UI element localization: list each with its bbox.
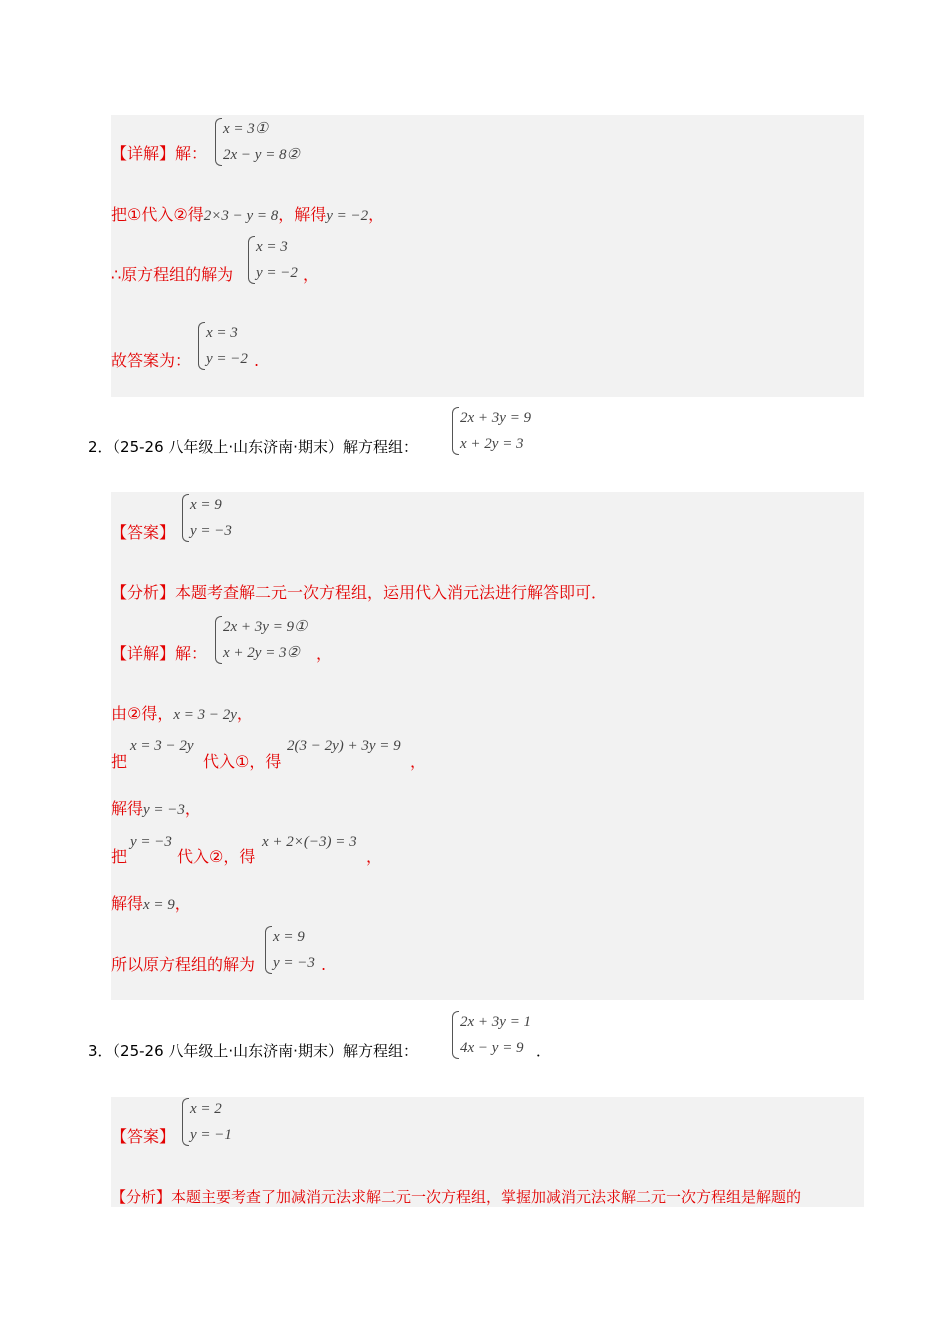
q2-detail-system (215, 614, 308, 666)
q2-step-5: 解得x = 9， (111, 894, 191, 913)
q1-answer-line-2: y = −2 (206, 351, 248, 367)
q2-final-text: 所以原方程组的解为 (111, 955, 256, 974)
q1-solution-system (248, 234, 298, 286)
q2-final-line-1: x = 9 (273, 929, 305, 945)
q2-answer-label: 【答案】 (111, 523, 176, 542)
q2-step-2-eq-1: x = 3 − 2y (130, 738, 194, 754)
q3-number: 3． (88, 1042, 113, 1060)
q2-answer-line-2: y = −3 (190, 523, 232, 539)
q2-solution-box (111, 492, 864, 1000)
q1-solution-end: ， (303, 265, 320, 284)
q2-system-line-1: 2x + 3y = 9 (460, 410, 532, 426)
q2-final-end: . (321, 955, 327, 974)
q1-solution-text: ∴原方程组的解为 (111, 265, 234, 284)
q2-detail-label: 【详解】解： (111, 644, 208, 663)
q2-final-line-2: y = −3 (273, 955, 315, 971)
q3-answer-system (182, 1096, 232, 1148)
q1-answer-text: 故答案为： (111, 351, 192, 370)
q2-step-2: 把 (111, 752, 128, 771)
q3-answer-label: 【答案】 (111, 1127, 176, 1146)
q2-analysis: 【分析】本题考查解二元一次方程组，运用代入消元法进行解答即可． (111, 583, 608, 602)
q3-source: （25-26 八年级上·山东济南·期末）解方程组： (112, 1042, 418, 1060)
q2-step-4-eq-2: x + 2×(−3) = 3 (262, 834, 357, 850)
q3-system-end: ． (536, 1042, 552, 1060)
q3-analysis: 【分析】本题主要考查了加减消元法求解二元一次方程组，掌握加减消元法求解二元一次方程组是解题的 (111, 1188, 802, 1206)
q2-source: （25-26 八年级上·山东济南·期末）解方程组： (112, 438, 418, 456)
q2-answer-line-1: x = 9 (190, 497, 222, 513)
q1-equation-system (215, 116, 300, 168)
q2-step-4-text: 代入②，得 (177, 847, 256, 866)
q2-step-4: 把 (111, 847, 128, 866)
q3-answer-line-1: x = 2 (190, 1101, 222, 1117)
q3-equation-system (452, 1009, 531, 1061)
q2-system-line-2: x + 2y = 3 (460, 436, 524, 452)
q1-answer-end: . (254, 351, 260, 370)
q2-final-system (265, 924, 315, 976)
q2-step-3: 解得y = −3， (111, 799, 201, 818)
q2-step-2-text: 代入①，得 (203, 752, 282, 771)
q2-step-2-end: ， (410, 752, 427, 771)
q2-answer-system (182, 492, 232, 544)
q1-detail-label: 【详解】解： (111, 144, 208, 163)
q2-step-4-end: ， (366, 847, 383, 866)
q1-answer-line-1: x = 3 (206, 325, 238, 341)
q2-number: 2． (88, 438, 113, 456)
q3-question (88, 1041, 418, 1061)
q2-step-2-eq-2: 2(3 − 2y) + 3y = 9 (287, 738, 401, 754)
q1-system-line-2: 2x − y = 8② (223, 147, 301, 163)
q2-question (88, 437, 418, 457)
q3-system-line-2: 4x − y = 9 (460, 1040, 524, 1056)
q2-detail-line-2: x + 2y = 3② (223, 645, 301, 661)
q2-step-1: 由②得，x = 3 − 2y， (111, 704, 253, 723)
q2-step-4-eq-1: y = −3 (130, 834, 172, 850)
q1-solution-line-2: y = −2 (256, 265, 298, 281)
q3-answer-line-2: y = −1 (190, 1127, 232, 1143)
q2-detail-end: ， (316, 644, 333, 663)
q2-detail-line-1: 2x + 3y = 9① (223, 619, 308, 635)
q1-solution-line-1: x = 3 (256, 239, 288, 255)
q1-substitution-step: 把①代入②得2×3 − y = 8，解得y = −2， (111, 205, 385, 224)
q1-answer-system (198, 320, 248, 372)
q1-system-line-1: x = 3① (223, 121, 269, 137)
q3-system-line-1: 2x + 3y = 1 (460, 1014, 532, 1030)
q2-equation-system (452, 405, 531, 457)
